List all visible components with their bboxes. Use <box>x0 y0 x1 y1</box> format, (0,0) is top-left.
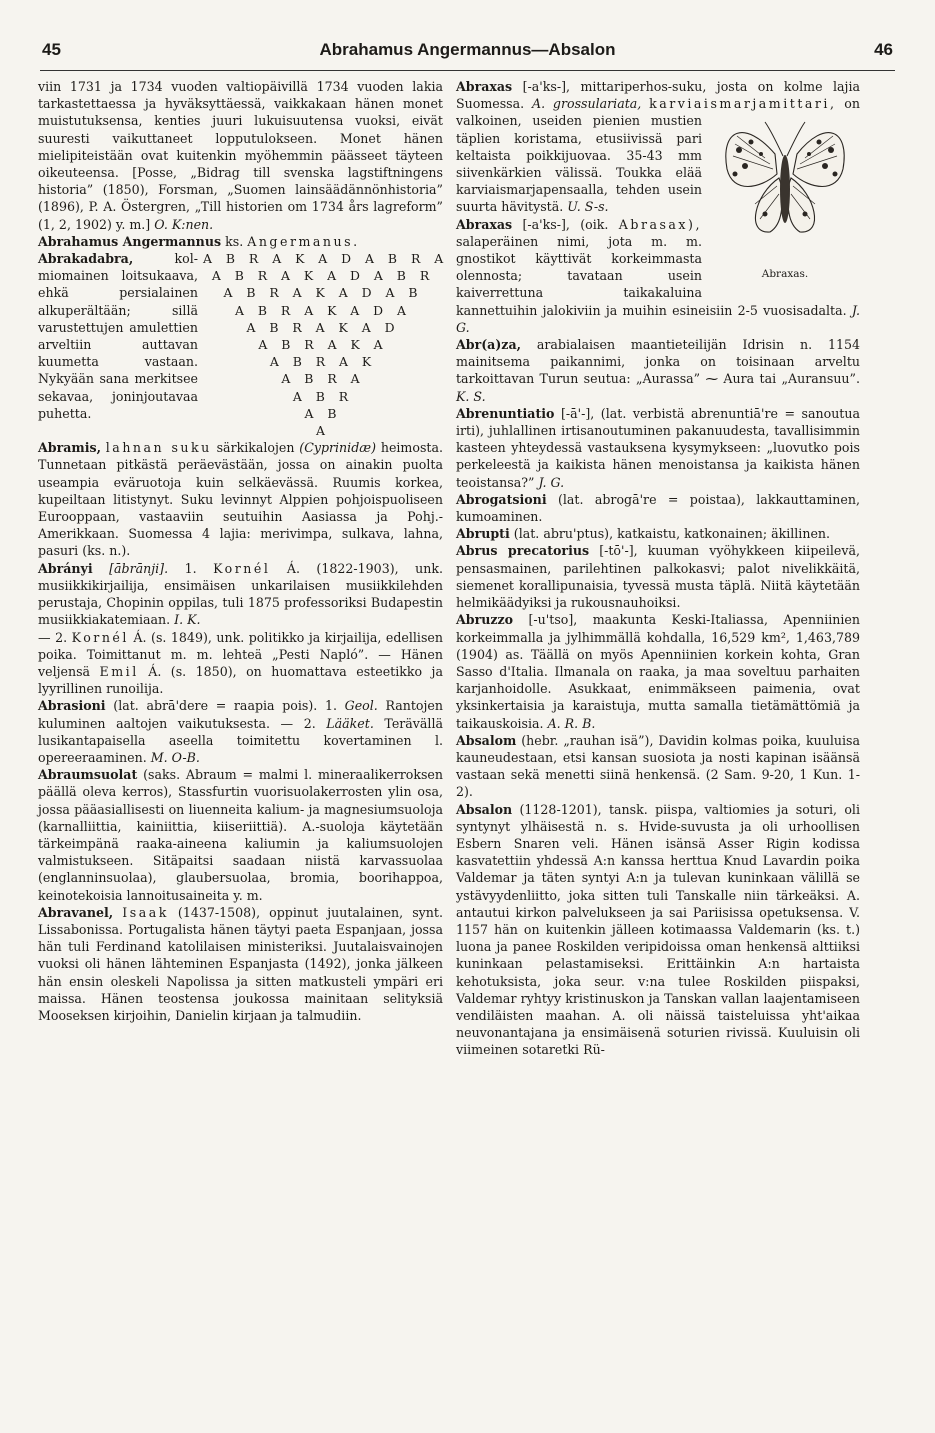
entry-continuation: viin 1731 ja 1734 vuoden valtiopäivillä 1734 vuoden lakia tarkastettaessa ja hyväksyttäessä, vaikkakaan hänen monet muistutuksensa, kenties juuri lukuisuutensa vuoksi, eivät suuresti vaikuttaneet lopputulokseen. Monet hänen mielipiteistään ovat kuitenkin myöhemmin päässeet täyteen oikeuteensa. [Posse, „Bidrag till svenska lagstiftningens historia” (1850), Forsman, „Suomen lainsäädännönhistoria” (1896), P. A. Östergren, „Till historien om 1734 års lagreform” (1, 2, 1902) y. m.] O. K:nen. <box>38 79 443 232</box>
triangle-row: A B R A K <box>269 354 377 370</box>
entry-abraza: Abr(a)za, arabialaisen maantieteilijän Idrisin n. 1154 mainitsema paikannimi, jonka on toisinaan arveltu tarkoittavan Turun seutua: „Aurassa” ⁓ Aura tai „Auransuu”. K. S. <box>456 337 860 404</box>
entry-abraxas-gnostic: Abraxas [-a'ks-], (oik. Abrasax), salaperäinen nimi, jota m. m. gnostikot käyttivät korkeimmasta olennosta; tavataan usein kaiverrettuna taikakaluina kannettuihin jalokiviin ja muihin esineisiin 2-5 vuosisadalta. J. G. <box>456 216 860 335</box>
entry-abrus: Abrus precatorius [-tō'-], kuuman vyöhykkeen kiipeilevä, pensasmainen, parilehtinen palkokasvi; palot nivelikkäitä, siemenet korallipunaisia, tyvessä musta täplä. Niitä käytetään helmikäädyiksi ja rukousnauhoiksi. <box>456 543 860 611</box>
entry-abranyi-2: — 2. Kornél Á. (s. 1849), unk. politikko ja kirjailija, edellisen poika. Toimittanut m. m. lehteä „Pesti Napló”. — Hänen veljensä Emil Á. (s. 1850), on huomattava esteetikko ja lyyrillinen runoilija. <box>38 629 443 697</box>
page-number-left: 45 <box>42 40 61 59</box>
triangle-row: A B R A K A D <box>246 319 400 335</box>
entry-absalon: Absalon (1128-1201), tansk. piispa, valtiomies ja soturi, oli syntynyt ylhäisestä n. s. Hvide-suvusta ja oli urhoollisen Esbern Snaren veli. Hänen isänsä Asser Rigin kodissa kasvatettiin yhdessä A:n kanssa herttua Knud Lavardin poika Valdemar ja täten syntyi A:n ja tulevan kuninkaan välillä se ystävyydenliitto, joka sitten tuli Tanskalle niin tärkeäksi. A. antautui kirkon palvelukseen ja sai Pariisissa opetuksensa. V. 1157 hän on kuitenkin jälleen kotimaassa Valdemarin (ks. t.) luona ja panee Roskilden veripidoissa oman henkensä alttiiksi kuninkaan pelastamiseksi. Erittäinkin A:n hartaista kehotuksista, joka seur. v:na tulee Roskilden piispaksi, Valdemar ryhtyy kristinuskon ja Tanskan vallan laajentamiseen vendiläisten maahan. A. oli näissä taisteluissa yht'aikaa neuvonantajana ja ensimäisenä soturien rivissä. Kuuluisin oli viimeinen sotaretki Rü- <box>456 801 860 1058</box>
left-column <box>38 78 449 1024</box>
entry-abrupti: Abrupti (lat. abru'ptus), katkaistu, katkonainen; äkillinen. <box>456 526 831 542</box>
entry-abrenuntiatio: Abrenuntiatio [-ā'-], (lat. verbistä abrenuntiā're = sanoutua irti), juhlallinen irtisanoutuminen pakanuudesta, tavallisimmin kasteen yhteydessä vastauksena kysymykseen: „luovutko pois perkeleestä ja kaikista hänen menoistansa ja kaikista hänen teoistansa?” J. G. <box>456 405 860 490</box>
triangle-row: A B R <box>292 388 354 404</box>
page-number-right: 46 <box>874 40 893 59</box>
abrakadabra-text: Abrakadabra, kol-miomainen loitsukaava, ehkä persialainen alkuperältään; sillä varustettujen amulettien arveltiin auttavan kuumetta vastaan. Nykyään sana merkitsee sekavaa, joninjoutavaa puhetta. <box>38 251 198 421</box>
figure-caption: Abraxas. <box>761 268 809 281</box>
entry-abraxas-moth: Abraxas [-a'ks-], mittariperhos-suku, josta on kolme lajia Suomessa. A. grossulariata, karviaismarjamittari, Abraxas. on valkoinen, useiden pienien mustien täplien koristama, etusiivissä pari keltaista poikkijuovaa. 35-43 mm siivenkärkien välissä. Toukka elää karviaismarjapensaalla, tehden usein suurta hävitystä. U. S-s. <box>456 78 860 216</box>
triangle-row: A B R A K A D A <box>235 302 411 318</box>
entry-abrakadabra <box>38 250 449 439</box>
triangle-row: A B R A <box>281 371 365 387</box>
entry-abravanel: Abravanel, Isaak (1437-1508), oppinut juutalainen, synt. Lissabonissa. Portugalista hänen täytyi paeta Espanjaan, jossa hän tuli Ferdinand katolilaisen ministeriksi. Juutalaisvainojen vuoksi oli hänen lähteminen Espanjasta (1492), jonka jälkeen hän ensin oleskeli Napolissa ja sitten matkusteli ympäri eri maissa. Hänen teostensa joukossa mainitaan selityksiä Mooseksen kirjoihin, Danielin kirjaan ja talmudiin. <box>38 904 443 1023</box>
entry-abrogatsioni: Abrogatsioni (lat. abrogā're = poistaa), lakkauttaminen, kumoaminen. <box>456 491 860 525</box>
running-title: Abrahamus Angermannus—Absalon <box>319 40 616 59</box>
entry-abraumsuolat: Abraumsuolat (saks. Abraum = malmi l. mineraalikerroksen päällä oleva kerros), Stassfurtin vuorisuolakerrosten ylin osa, jossa pääasiallisesti on liuenneita kalium- ja magnesiumsuoloja (karnalliittia, kainiittia, kiiseriittiä). A.-suoloja käytetään tärkeimpänä raaka-aineena kaliumin ja kaliumsuolojen valmistukseen. Sitäpaitsi saadaan niistä karvassuolaa (englanninsuolaa), glaubersuolaa, bromia, boorihappoa, keinotekoisia lannoitusaineita y. m. <box>38 767 443 903</box>
moth-illustration <box>715 114 855 264</box>
triangle-row: A B R A K A D A B R <box>211 268 435 284</box>
triangle-row: A <box>316 423 330 439</box>
page-header <box>40 36 895 71</box>
triangle-row: A B R A K A <box>258 337 388 353</box>
triangle-row: A B R A K A D A B <box>223 285 423 301</box>
triangle-row: A B R A K A D A B R A <box>203 251 449 267</box>
entry-abramis: Abramis, lahnan suku särkikalojen (Cyprinidæ) heimosta. Tunnetaan pitkästä peräevästään, jossa on ainakin puolta useampia eväruotoja kuin selkäevässä. Ruumis korkea, kupeiltaan litistynyt. Suku levinnyt Alppien pohjoispuoliseen Eurooppaan, vastaaviin seutuihin Aasiassa ja Pohj.-Amerikkaan. Suomessa 4 lajia: merivimpa, sulkava, lahna, pasuri (ks. n.). <box>38 440 443 559</box>
entry-abrahamus-angermannus: Abrahamus Angermannus ks. Angermanus. <box>38 233 360 249</box>
right-column <box>456 78 860 1059</box>
entry-abruzzo: Abruzzo [-u'tso], maakunta Keski-Italiassa, Apenniinien korkeimmalla ja jylhimmällä kohdalla, 16,529 km², 1,463,789 (1904) as. Täällä on myös Apenniinien korkein kohta, Gran Sasso d'Italia. Ilmanala on raaka, ja maa soveltuu parhaiten karjanhoidolle. Asukkaat, enimmäkseen paimenia, ovat yksinkertaisia ja karaistuja, mutta samalla tietämättömiä ja taikauskoisia. A. R. B. <box>456 612 860 731</box>
entry-absalom: Absalom (hebr. „rauhan isä”), Davidin kolmas poika, kuuluisa kauneudestaan, etsi kansan suosiota ja nosti kapinan isäänsä vastaan sekä menetti siinä henkensä. (2 Sam. 9-20, 1 Kun. 1-2). <box>456 732 860 800</box>
abrakadabra-triangle <box>203 250 449 439</box>
entry-abrasioni: Abrasioni (lat. abrā'dere = raapia pois). 1. Geol. Rantojen kuluminen aaltojen vaikutuksesta. — 2. Lääket. Terävällä lusikantapaisella aseella toimitettu kovertaminen l. opereeraaminen. M. O-B. <box>38 698 443 765</box>
abraxas-figure <box>710 114 860 283</box>
entry-abranyi: Abrányi [ābrānji]. 1. Kornél Á. (1822-1903), unk. musiikkikirjailija, ensimäisen unkarilaisen musiikkilehden perustaja, Chopinin oppilas, tuli 1875 professoriksi Budapestin musiikkiakatemiaan. I. K. <box>38 560 443 628</box>
triangle-row: A B <box>304 405 342 421</box>
